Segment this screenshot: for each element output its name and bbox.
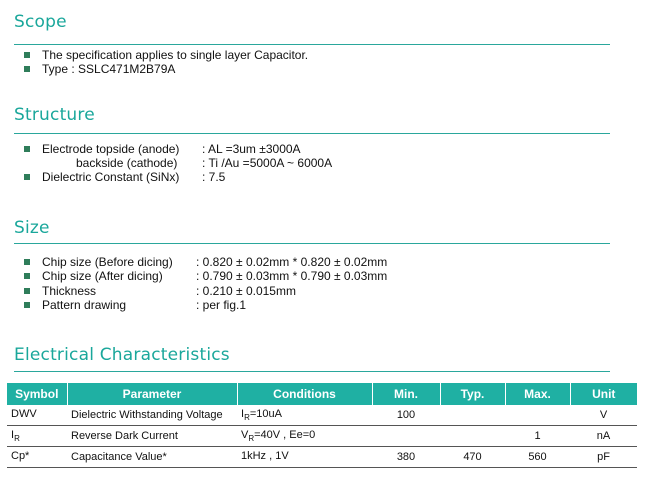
bullet-icon (24, 302, 30, 308)
cell-max (505, 405, 570, 426)
header-typ: Typ. (440, 383, 505, 405)
dielectric-value: : 7.5 (202, 170, 226, 184)
structure-rule (14, 133, 610, 134)
electrical-table (7, 383, 637, 468)
header-symbol: Symbol (7, 383, 67, 405)
scope-item-2: Type : SSLC471M2B79A (42, 62, 176, 76)
size-value: : 0.210 ± 0.015mm (196, 284, 296, 298)
header-unit: Unit (570, 383, 637, 405)
cell-typ: 470 (440, 447, 505, 468)
cell-max: 1 (505, 426, 570, 447)
dielectric-label: Dielectric Constant (SiNx) (42, 170, 180, 184)
scope-rule (14, 44, 610, 45)
cell-min: 380 (372, 447, 440, 468)
bullet-icon (24, 288, 30, 294)
header-min: Min. (372, 383, 440, 405)
cell-conditions: $I_R=10uA$ (237, 405, 372, 426)
cell-symbol: $I_R$ (7, 426, 67, 447)
scope-title: Scope (14, 12, 67, 32)
electrical-title: Electrical Characteristics (14, 345, 230, 365)
bullet-icon (24, 174, 30, 180)
cell-unit: nA (570, 426, 637, 447)
size-label: Chip size (After dicing) (42, 269, 163, 283)
bullet-icon (24, 259, 30, 265)
cell-parameter: Capacitance Value* (67, 447, 237, 468)
cell-max: 560 (505, 447, 570, 468)
cell-parameter: Reverse Dark Current (67, 426, 237, 447)
backside-label: backside (cathode) (76, 156, 178, 170)
cell-symbol: DWV (7, 405, 67, 426)
header-parameter: Parameter (67, 383, 237, 405)
cell-typ (440, 405, 505, 426)
table-row (7, 426, 637, 447)
table-header-row (7, 383, 637, 405)
electrical-rule (14, 371, 610, 372)
cell-parameter: Dielectric Withstanding Voltage (67, 405, 237, 426)
scope-item-1: The specification applies to single layer Capacitor. (42, 48, 309, 62)
electrode-value: : AL =3um ±3000A (202, 142, 301, 156)
table-row (7, 405, 637, 426)
bullet-icon (24, 66, 30, 72)
cell-min: 100 (372, 405, 440, 426)
cell-conditions: 1kHz , 1V (237, 447, 372, 468)
structure-title: Structure (14, 105, 95, 125)
size-title: Size (14, 218, 50, 238)
size-label: Chip size (Before dicing) (42, 255, 173, 269)
cell-unit: V (570, 405, 637, 426)
size-value: : per fig.1 (196, 298, 247, 312)
electrode-label: Electrode topside (anode) (42, 142, 180, 156)
size-label: Pattern drawing (42, 298, 127, 312)
header-max: Max. (505, 383, 570, 405)
header-conditions: Conditions (237, 383, 372, 405)
backside-value: : Ti /Au =5000A ~ 6000A (202, 156, 333, 170)
cell-typ (440, 426, 505, 447)
cell-conditions: $V_R=40V$ , Ee=0 (237, 426, 372, 447)
size-label: Thickness (42, 284, 97, 298)
bullet-icon (24, 146, 30, 152)
cell-unit: pF (570, 447, 637, 468)
cell-min (372, 426, 440, 447)
table-row (7, 447, 637, 468)
size-value: : 0.820 ± 0.02mm * 0.820 ± 0.02mm (196, 255, 388, 269)
bullet-icon (24, 52, 30, 58)
bullet-icon (24, 273, 30, 279)
cell-symbol: Cp* (7, 447, 67, 468)
size-rule (14, 243, 610, 244)
size-value: : 0.790 ± 0.03mm * 0.790 ± 0.03mm (196, 269, 388, 283)
